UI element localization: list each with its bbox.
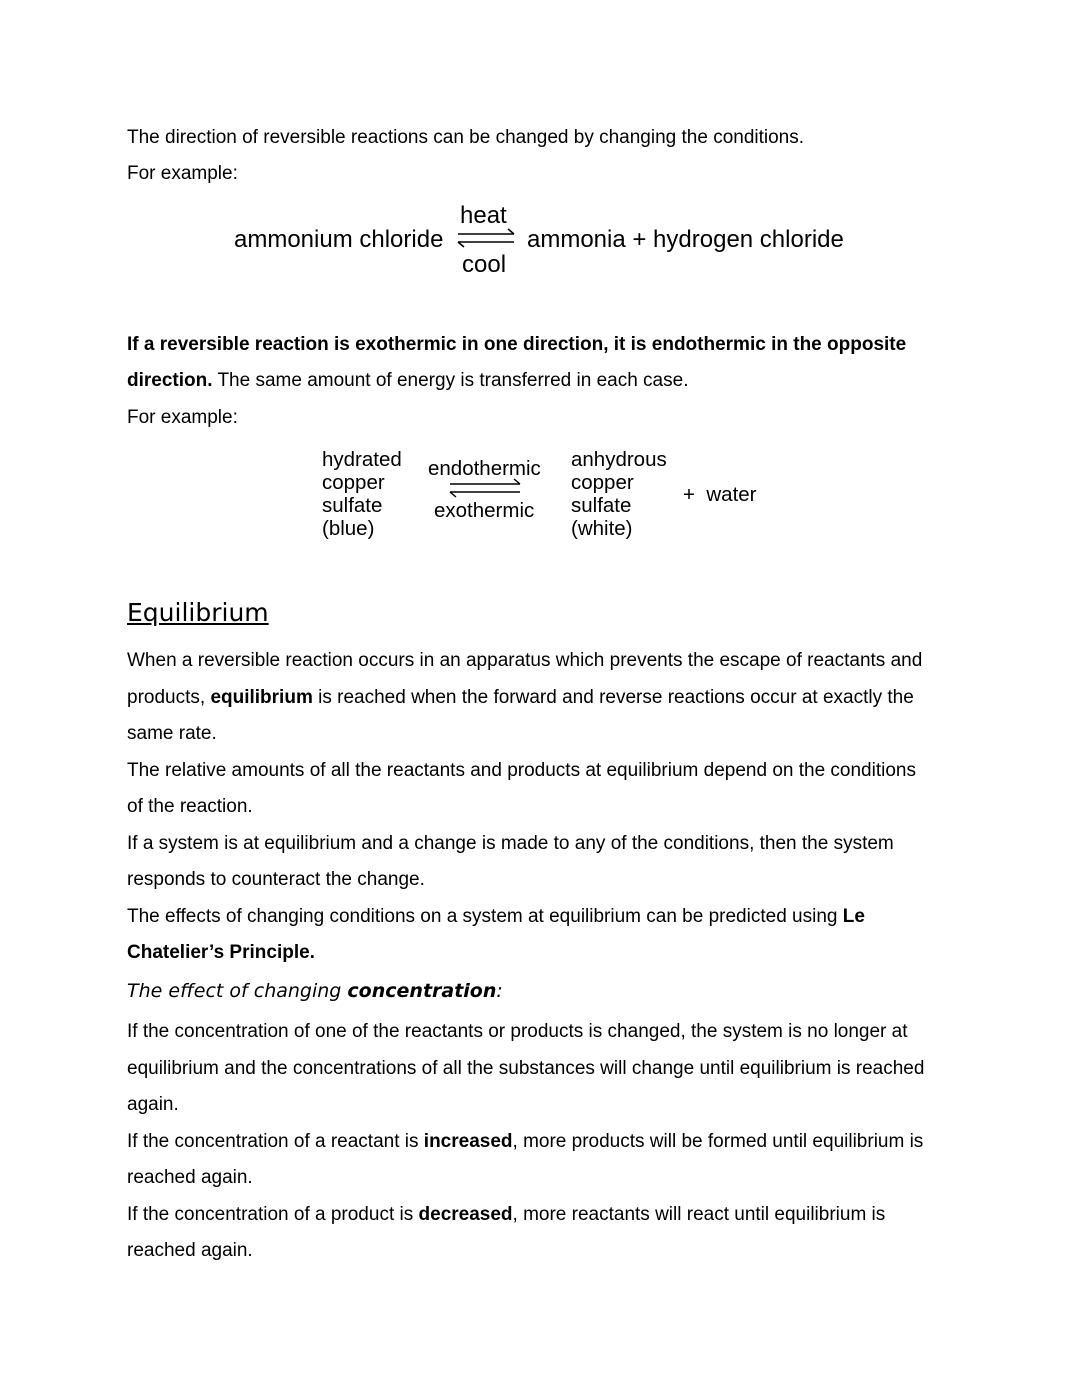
paragraph-line: The relative amounts of all the reactants and products at equilibrium depend on the conditions [127, 760, 916, 781]
equation1-top-condition: heat [460, 202, 507, 229]
equation2-reactant [322, 448, 402, 540]
paragraph-line: of the reaction. [127, 796, 253, 817]
paragraph-line: responds to counteract the change. [127, 869, 425, 890]
paragraph-line: reached again. [127, 1167, 253, 1188]
exo-bold-text: direction. [127, 370, 213, 391]
for-example-label: For example: [127, 163, 238, 184]
equation1-products: ammonia + hydrogen chloride [527, 226, 844, 253]
paragraph-line: same rate. [127, 723, 217, 744]
text-span: is reached when the forward and reverse reactions occur at exactly the [312, 687, 914, 708]
text-span: If the concentration of a product is [127, 1204, 419, 1225]
paragraph-line: If the concentration of one of the reactants or products is changed, the system is no longer at [127, 1021, 908, 1042]
bold-term: concentration [347, 980, 497, 1002]
paragraph-line: reached again. [127, 1240, 253, 1261]
equilibrium-arrows-icon [448, 479, 522, 499]
text-span: : [496, 980, 503, 1002]
text-span: If the concentration of a reactant is [127, 1131, 424, 1152]
paragraph-line: If a system is at equilibrium and a change is made to any of the conditions, then the system [127, 833, 894, 854]
equation1-reactant: ammonium chloride [234, 226, 444, 253]
intro-line: The direction of reversible reactions can be changed by changing the conditions. [127, 127, 805, 148]
text-span: , more products will be formed until equilibrium is [512, 1131, 924, 1152]
paragraph-line: again. [127, 1094, 179, 1115]
equation1-bottom-condition: cool [462, 251, 507, 278]
product-line: anhydrous [571, 448, 667, 471]
paragraph-line [127, 680, 914, 717]
text-span: , more reactants will react until equilibrium is [512, 1204, 886, 1225]
paragraph-line [127, 899, 865, 936]
equation2-bottom-condition: exothermic [434, 499, 535, 522]
bold-term: equilibrium [210, 687, 313, 708]
product-line: sulfate [571, 494, 632, 517]
bold-term: decreased [418, 1204, 513, 1225]
paragraph-line [127, 1124, 923, 1161]
paragraph-line: equilibrium and the concentrations of all the substances will change until equilibrium is reached [127, 1058, 925, 1079]
reactant-line: hydrated [322, 448, 402, 471]
for-example-label: For example: [127, 407, 238, 428]
subheading-concentration [127, 980, 503, 1002]
paragraph-line: Chatelier’s Principle. [127, 942, 315, 963]
equilibrium-arrows-icon [456, 228, 516, 250]
section-heading-equilibrium: Equilibrium [127, 598, 269, 627]
equation2-product [571, 448, 667, 540]
reactant-line: sulfate [322, 494, 383, 517]
paragraph-line [127, 1197, 885, 1234]
bold-term: Le [842, 906, 865, 927]
paragraph-line: When a reversible reaction occurs in an apparatus which prevents the escape of reactants and [127, 650, 923, 671]
equation2-water: + water [683, 483, 757, 506]
equation2-top-condition: endothermic [428, 457, 541, 480]
exo-statement-continued [127, 363, 688, 400]
text-span: products, [127, 687, 211, 708]
reactant-line: copper [322, 471, 385, 494]
bold-term: increased [423, 1131, 513, 1152]
product-line: copper [571, 471, 634, 494]
text-span: The effect of changing [127, 980, 348, 1002]
product-line: (white) [571, 517, 633, 540]
reactant-line: (blue) [322, 517, 375, 540]
exo-statement: If a reversible reaction is exothermic in one direction, it is endothermic in the opposite [127, 334, 907, 355]
text-span: The effects of changing conditions on a system at equilibrium can be predicted using [127, 906, 843, 927]
exo-rest-text: The same amount of energy is transferred in each case. [212, 370, 689, 391]
